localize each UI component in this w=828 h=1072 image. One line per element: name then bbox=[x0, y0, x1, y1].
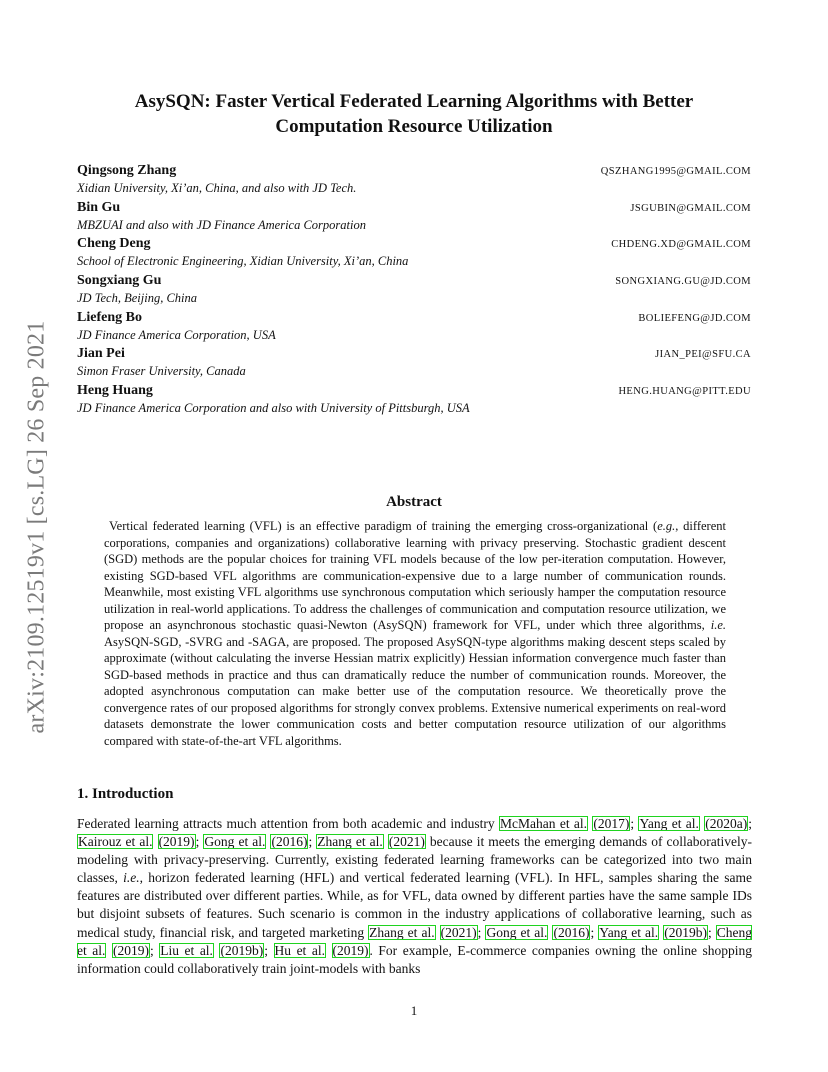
author-name: Cheng Deng bbox=[77, 236, 151, 252]
citation-link[interactable]: Gong et al. bbox=[486, 924, 548, 940]
paper-title bbox=[77, 89, 751, 139]
author-name: Qingsong Zhang bbox=[77, 163, 177, 178]
author-entry bbox=[77, 235, 751, 272]
citation-link[interactable]: Kairouz et al. bbox=[78, 834, 153, 850]
author-entry bbox=[77, 162, 751, 199]
citation-link[interactable]: Cheng et al. bbox=[77, 924, 753, 958]
citation-link[interactable]: (2016) bbox=[271, 834, 308, 850]
author-name: Liefeng Bo bbox=[77, 309, 142, 325]
author-affiliation: Simon Fraser University, Canada bbox=[77, 364, 246, 379]
introduction-body bbox=[77, 815, 752, 978]
author-email[interactable]: HENG.HUANG@PITT.EDU bbox=[618, 386, 751, 398]
citation-link[interactable]: (2016) bbox=[553, 924, 590, 940]
citation-link[interactable]: Liu et al. bbox=[160, 942, 213, 958]
intro-text: ; bbox=[149, 942, 160, 958]
abstract-body bbox=[104, 518, 726, 749]
author-name: Bin Gu bbox=[77, 199, 121, 215]
author-name: Heng Huang bbox=[77, 383, 153, 399]
citation-link[interactable]: (2019b) bbox=[664, 924, 707, 940]
author-name: Songxiang Gu bbox=[77, 273, 162, 289]
author-affiliation: JD Finance America Corporation, USA bbox=[77, 327, 276, 342]
abstract-text: AsySQN-SGD, -SVRG and -SAGA, are proposed. The proposed AsySQN-type algorithms making descent steps scaled by approximate (without calculating the inverse Hessian matrix explicitly) Hessian information convergence much faster than SGD-based methods in practice and thus can dramatically reduce the number of communication rounds. Moreover, the adopted asynchronous computation can make better use of the computation resource. We theoretically prove the convergence rates of our proposed algorithms for strongly convex problems. Extensive numerical experiments on real-word datasets demonstrate the lower communication costs and better computation resource utilization of our algorithms compared with state-of-the-art VFL algorithms. bbox=[104, 634, 726, 748]
intro-text: . For example, E-commerce companies owning the online shopping information could collaboratively train joint-models with banks bbox=[77, 942, 752, 976]
intro-text: , horizon federated learning (HFL) and vertical federated learning (VFL). In HFL, samples sharing the same features are distributed over different parties. While, as for VFL, data owned by different parties have the same sample IDs but disjoint subsets of features. Such scenario is common in the industry applications of collaborative learning, such as medical study, financial risk, and targeted marketing bbox=[77, 870, 752, 940]
author-affiliation: JD Finance America Corporation and also with University of Pittsburgh, USA bbox=[77, 401, 470, 416]
intro-ie: i.e. bbox=[123, 870, 140, 886]
intro-text: ; bbox=[707, 924, 716, 940]
author-list bbox=[77, 162, 751, 419]
section-heading-introduction: 1. Introduction bbox=[77, 786, 174, 802]
citation-link[interactable]: (2020a) bbox=[705, 816, 748, 831]
citation-link[interactable]: (2019b) bbox=[220, 942, 264, 958]
intro-text: ; bbox=[308, 834, 317, 850]
page-number: 1 bbox=[410, 1003, 418, 1018]
citation-link[interactable]: Yang et al. bbox=[599, 924, 659, 940]
author-email[interactable]: BOLIEFENG@JD.COM bbox=[638, 312, 751, 324]
arxiv-id: arXiv:2109.12519v1 [cs.LG] 26 Sep 2021 bbox=[23, 320, 50, 734]
title-line-2: Computation Resource Utilization bbox=[275, 116, 553, 137]
author-entry bbox=[77, 345, 751, 382]
citation-link[interactable]: (2021) bbox=[440, 924, 477, 940]
citation-link[interactable]: Zhang et al. bbox=[369, 924, 435, 940]
abstract-text: Vertical federated learning (VFL) is an effective paradigm of training the emerging cross-organizational ( bbox=[109, 519, 658, 533]
abstract-ie: i.e. bbox=[710, 618, 726, 632]
author-email[interactable]: JIAN_PEI@SFU.CA bbox=[655, 349, 751, 361]
intro-text: ; bbox=[590, 924, 599, 940]
citation-link[interactable]: (2021) bbox=[388, 834, 425, 850]
author-email[interactable]: SONGXIANG.GU@JD.COM bbox=[615, 276, 751, 288]
author-email[interactable]: JSGUBIN@GMAIL.COM bbox=[630, 202, 751, 214]
citation-link[interactable]: Hu et al. bbox=[274, 942, 325, 958]
abstract-heading: Abstract bbox=[386, 494, 442, 510]
arxiv-sidebar bbox=[22, 292, 52, 762]
citation-link[interactable]: McMahan et al. bbox=[500, 816, 588, 831]
citation-link[interactable]: Yang et al. bbox=[639, 816, 699, 831]
intro-text: ; bbox=[477, 924, 486, 940]
abstract-text: , different corporations, companies and organizations) collaborative learning with privacy preserving. Stochastic gradient descent (SGD) methods are the popular choices for training VFL models because of the low per-iteration computation. However, existing SGD-based VFL algorithms are communication-expensive due to a large number of communication rounds. Meanwhile, most existing VFL algorithms use synchronous computation which seriously hamper the computation resource utilization in real-world applications. To address the challenges of communication and computation resource utilization, we propose an asynchronous stochastic quasi-Newton (AsySQN) framework for VFL, under which three algorithms, bbox=[104, 519, 726, 632]
abstract-eg: e.g. bbox=[657, 519, 676, 533]
intro-text: because it meets the emerging demands of collaboratively-modeling with privacy-preserving. Currently, existing federated learning frameworks can be categorized into two main classes, bbox=[77, 834, 753, 886]
author-entry bbox=[77, 382, 751, 419]
author-entry bbox=[77, 309, 751, 346]
author-email[interactable]: CHDENG.XD@GMAIL.COM bbox=[611, 239, 751, 251]
author-affiliation: JD Tech, Beijing, China bbox=[77, 291, 198, 306]
intro-text: ; bbox=[195, 834, 204, 850]
author-affiliation: School of Electronic Engineering, Xidian University, Xi’an, China bbox=[77, 254, 409, 269]
author-name: Jian Pei bbox=[77, 346, 125, 362]
citation-link[interactable]: (2019) bbox=[112, 942, 149, 958]
author-entry bbox=[77, 199, 751, 236]
author-affiliation: MBZUAI and also with JD Finance America Corporation bbox=[77, 217, 366, 232]
intro-text: ; bbox=[264, 942, 274, 958]
intro-text: ; bbox=[630, 816, 639, 831]
intro-text: ; bbox=[748, 816, 752, 831]
author-entry bbox=[77, 272, 751, 309]
author-affiliation: Xidian University, Xi’an, China, and also with JD Tech. bbox=[77, 181, 357, 195]
citation-link[interactable]: Zhang et al. bbox=[317, 834, 383, 850]
citation-link[interactable]: Gong et al. bbox=[204, 834, 266, 850]
citation-link[interactable]: (2017) bbox=[593, 816, 630, 831]
citation-link[interactable]: (2019) bbox=[332, 942, 369, 958]
title-line-1: AsySQN: Faster Vertical Federated Learning Algorithms with Better bbox=[134, 91, 694, 112]
citation-link[interactable]: (2019) bbox=[158, 834, 195, 850]
intro-text: Federated learning attracts much attention from both academic and industry bbox=[77, 816, 499, 831]
author-email[interactable]: QSZHANG1995@GMAIL.COM bbox=[600, 166, 751, 177]
